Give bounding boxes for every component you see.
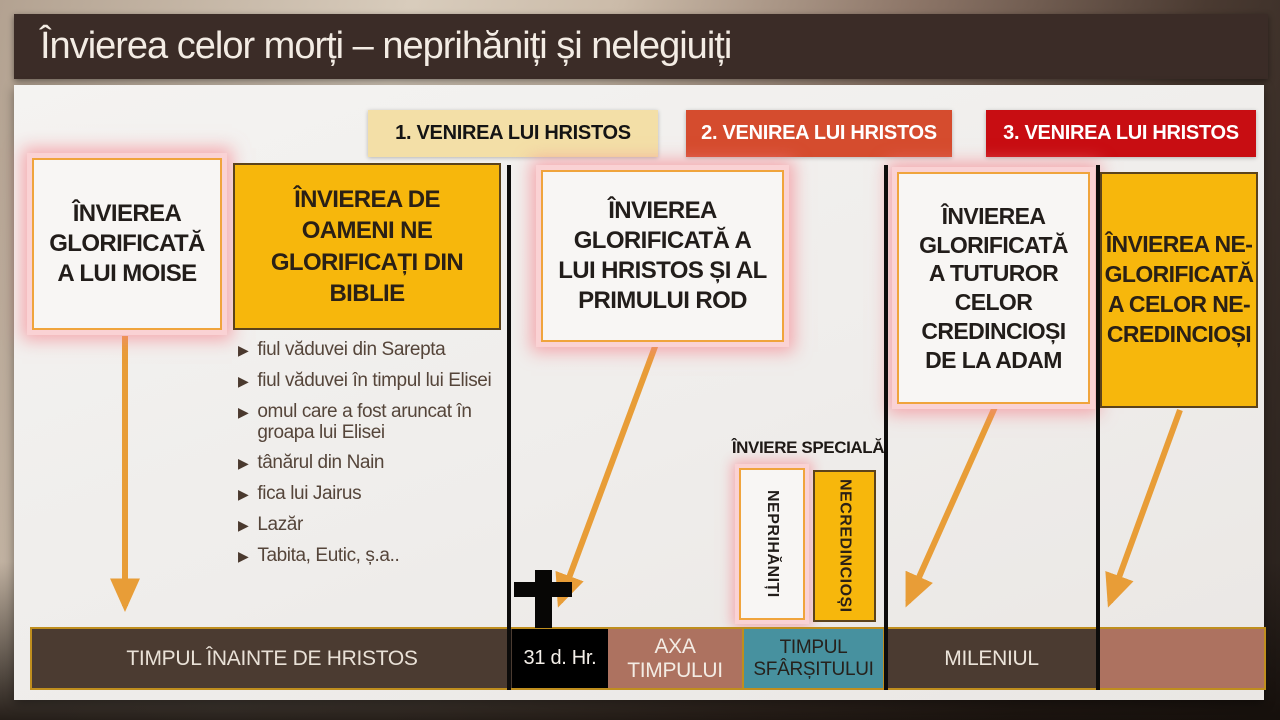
- timeline-before-christ: TIMPUL ÎNAINTE DE HRISTOS: [32, 629, 512, 688]
- divider-line-1: [507, 165, 511, 690]
- bullet-item: [238, 515, 506, 536]
- box-tuturor: ÎNVIEREA GLORIFICATĂ A TUTUROR CELOR CREDINCIOȘI DE LA ADAM: [897, 172, 1090, 404]
- header-second-coming: 2. VENIREA LUI HRISTOS: [686, 110, 952, 157]
- bullet-list: [238, 340, 506, 577]
- triangle-bullet-icon: ▶: [238, 517, 249, 534]
- timeline-millennium: MILENIUL: [885, 629, 1098, 688]
- bullet-item: [238, 402, 506, 443]
- box-neprihaniti: NEPRIHĂNIȚI: [739, 468, 805, 620]
- box-biblie: ÎNVIEREA DE OAMENI NE GLORIFICAȚI DIN BIBLIE: [233, 163, 501, 330]
- bullet-text: fiul văduvei în timpul lui Elisei: [257, 370, 492, 391]
- triangle-bullet-icon: ▶: [238, 404, 249, 420]
- bullet-text: fiul văduvei din Sarepta: [257, 339, 446, 360]
- bullet-item: [238, 484, 506, 505]
- bullet-item: [238, 453, 506, 474]
- header-first-coming: 1. VENIREA LUI HRISTOS: [368, 110, 658, 157]
- triangle-bullet-icon: ▶: [238, 548, 249, 565]
- bullet-item: [238, 340, 506, 361]
- triangle-bullet-icon: ▶: [238, 486, 249, 503]
- bullet-item: [238, 371, 506, 392]
- special-resurrection-label: ÎNVIERE SPECIALĂ: [731, 438, 885, 457]
- box-necredinciosi: NECREDINCIOȘI: [813, 470, 876, 622]
- triangle-bullet-icon: ▶: [238, 455, 249, 472]
- bullet-text: fica lui Jairus: [257, 483, 362, 505]
- timeline-axis-label: AXA TIMPULUI: [608, 629, 742, 688]
- box-neglorificata: ÎNVIEREA NE-GLORIFICATĂ A CELOR NE-CREDINCIOȘI: [1100, 172, 1258, 408]
- box-hristos: ÎNVIEREA GLORIFICATĂ A LUI HRISTOS ȘI AL PRIMULUI ROD: [541, 170, 784, 342]
- timeline-bar: [30, 627, 1266, 690]
- page-title: Învierea celor morți – neprihăniți și nelegiuiți: [40, 25, 732, 67]
- triangle-bullet-icon: ▶: [238, 373, 249, 389]
- title-bar: [14, 14, 1268, 79]
- box-moise: ÎNVIEREA GLORIFICATĂ A LUI MOISE: [32, 158, 222, 330]
- timeline-year-31ad: 31 d. Hr.: [512, 629, 608, 688]
- triangle-bullet-icon: ▶: [238, 342, 249, 358]
- divider-line-2: [884, 165, 888, 690]
- timeline-after-millennium: [1098, 629, 1264, 688]
- bullet-text: tânărul din Nain: [257, 452, 385, 474]
- bullet-text: Tabita, Eutic, ș.a..: [257, 545, 400, 567]
- cross-icon: [514, 570, 572, 628]
- timeline-end-time: TIMPUL SFÂRȘITULUI: [742, 629, 885, 688]
- header-third-coming: 3. VENIREA LUI HRISTOS: [986, 110, 1256, 157]
- bullet-text: Lazăr: [257, 514, 303, 536]
- bullet-text: omul care a fost aruncat în groapa lui Elisei: [257, 401, 472, 443]
- bullet-item: [238, 546, 506, 567]
- divider-line-3: [1096, 165, 1100, 690]
